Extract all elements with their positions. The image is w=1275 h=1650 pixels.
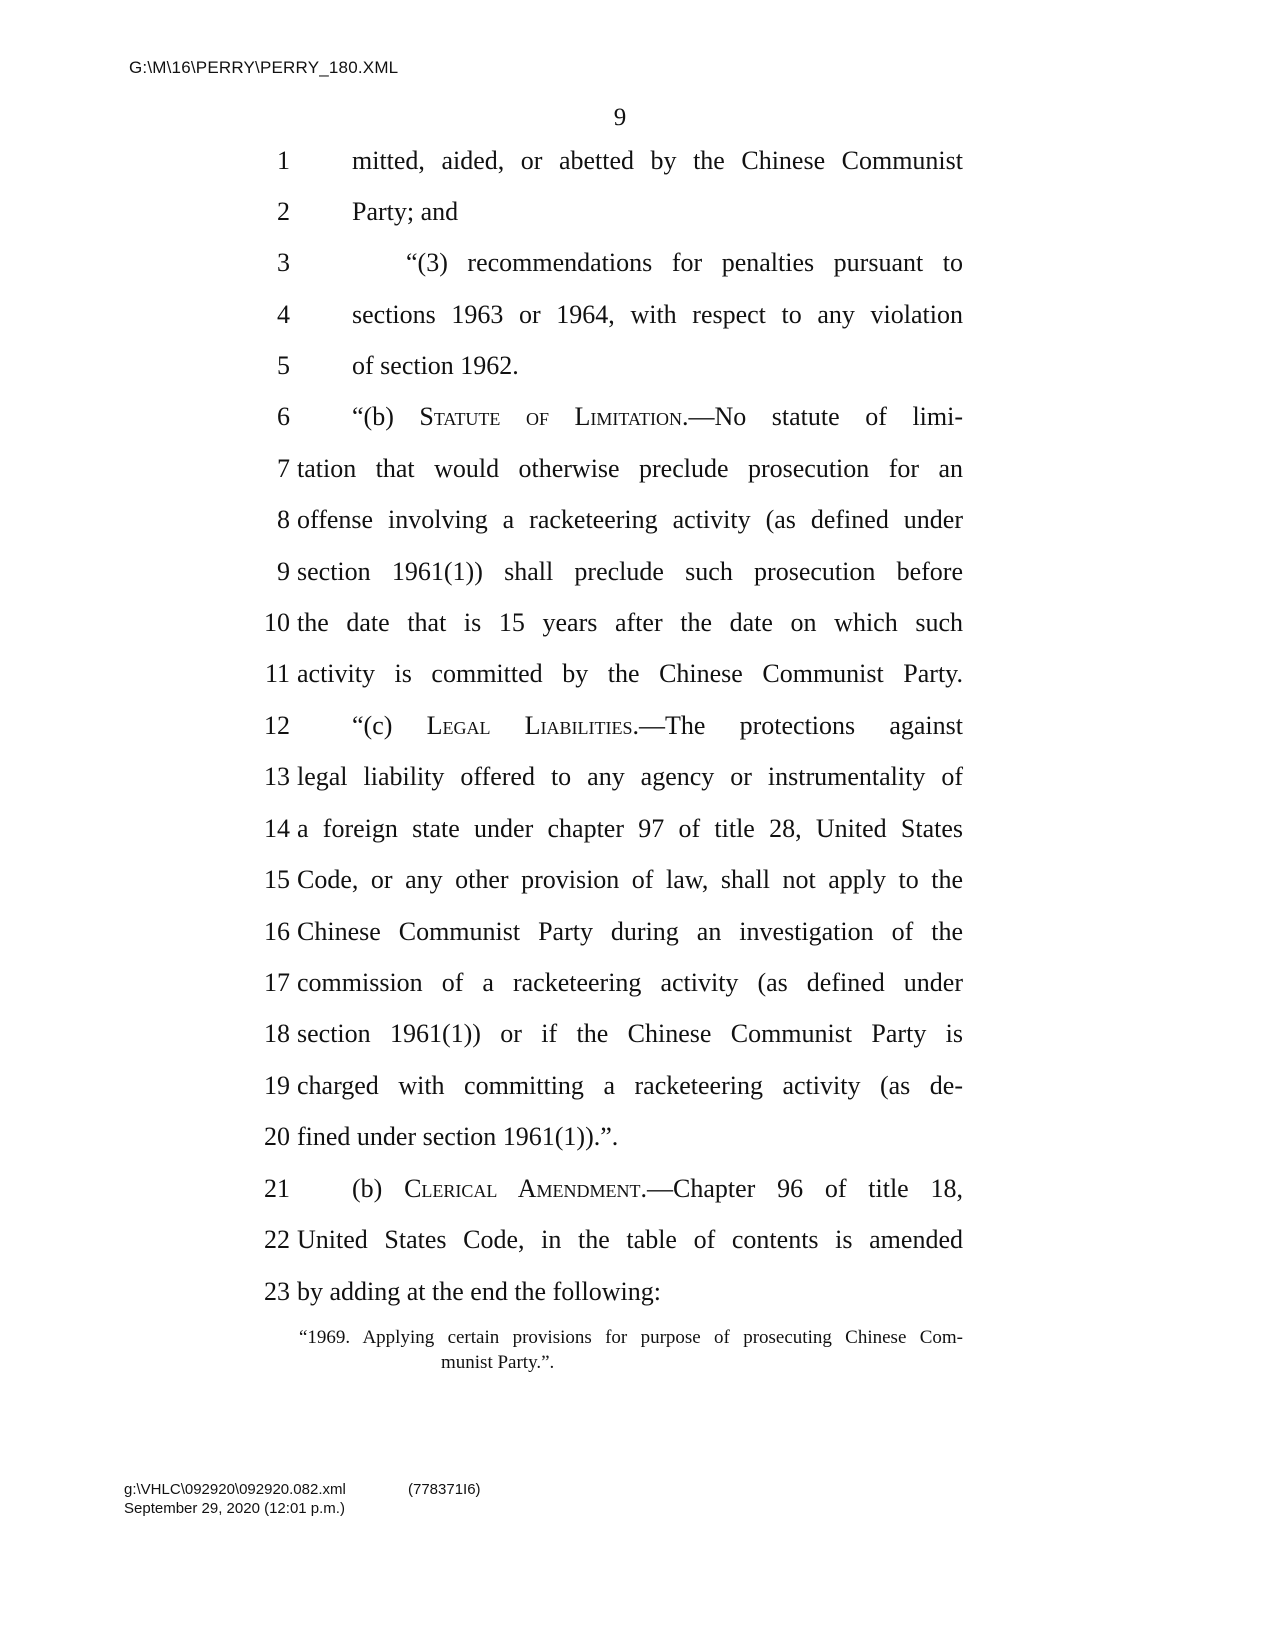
footer-doc-id: (778371I6) <box>408 1481 481 1498</box>
line-text: Party; and <box>352 197 459 226</box>
text-line <box>0 248 1275 288</box>
line-number: 13 <box>264 762 290 791</box>
text-line <box>0 402 1275 442</box>
line-number: 23 <box>264 1277 290 1306</box>
subsection-marker: “(c) <box>352 711 427 740</box>
line-text: the date that is 15 years after the date on which such <box>297 608 963 637</box>
footer-date: September 29, 2020 (12:01 p.m.) <box>124 1500 345 1517</box>
subsection-marker: (b) <box>352 1174 405 1203</box>
line-text: tation that would otherwise preclude prosecution for an <box>297 454 963 483</box>
page-number: 9 <box>613 104 627 131</box>
text-line <box>0 1071 1275 1111</box>
text-line <box>0 814 1275 854</box>
text-line <box>0 1225 1275 1265</box>
text-line <box>0 968 1275 1008</box>
subsection-heading: Clerical Amendment <box>404 1174 641 1203</box>
header-file-path: G:\M\16\PERRY\PERRY_180.XML <box>129 58 399 77</box>
line-number: 3 <box>277 248 290 277</box>
line-text: of section 1962. <box>352 351 519 380</box>
line-text: section 1961(1)) shall preclude such prosecution before <box>297 557 963 586</box>
line-number: 9 <box>277 557 290 586</box>
line-text: by adding at the end the following: <box>297 1277 661 1306</box>
line-text <box>352 711 963 741</box>
line-text: “(3) recommendations for penalties pursuant to <box>406 248 963 277</box>
line-text: Chinese Communist Party during an investigation of the <box>297 917 963 946</box>
text-line <box>0 505 1275 545</box>
line-text: legal liability offered to any agency or instrumentality of <box>297 762 963 791</box>
line-number: 20 <box>264 1122 290 1151</box>
line-number: 8 <box>277 505 290 534</box>
line-text <box>352 402 963 432</box>
subsection-marker: “(b) <box>352 402 420 431</box>
footer-file-path: g:\VHLC\092920\092920.082.xml <box>124 1481 346 1498</box>
subsection-heading: Legal Liabilities <box>426 711 633 740</box>
text-line <box>0 146 1275 186</box>
text-line <box>0 711 1275 751</box>
line-number: 17 <box>264 968 290 997</box>
line-number: 1 <box>277 146 290 175</box>
text-line <box>0 197 1275 237</box>
line-number: 6 <box>277 402 290 431</box>
line-text: mitted, aided, or abetted by the Chinese Communist <box>352 146 963 175</box>
line-text: activity is committed by the Chinese Communist Party. <box>297 659 963 688</box>
text-line <box>0 917 1275 957</box>
text-line <box>0 454 1275 494</box>
line-text: Code, or any other provision of law, shall not apply to the <box>297 865 963 894</box>
subsection-text: .—Chapter 96 of title 18, <box>640 1174 963 1203</box>
line-text: a foreign state under chapter 97 of title 28, United States <box>297 814 963 843</box>
text-line <box>0 1122 1275 1162</box>
text-line <box>0 865 1275 905</box>
line-number: 11 <box>264 659 290 688</box>
text-line <box>0 659 1275 699</box>
text-line <box>0 300 1275 340</box>
line-number: 2 <box>277 197 290 226</box>
line-text: offense involving a racketeering activity (as defined under <box>297 505 963 534</box>
line-number: 4 <box>277 300 290 329</box>
line-text: commission of a racketeering activity (as defined under <box>297 968 963 997</box>
line-number: 10 <box>264 608 290 637</box>
text-line <box>0 762 1275 802</box>
text-line <box>0 1174 1275 1214</box>
line-number: 7 <box>277 454 290 483</box>
text-line <box>0 608 1275 648</box>
line-text: charged with committing a racketeering activity (as de- <box>297 1071 963 1100</box>
line-number: 21 <box>264 1174 290 1203</box>
line-text <box>352 1174 963 1204</box>
line-number: 5 <box>277 351 290 380</box>
line-text: sections 1963 or 1964, with respect to any violation <box>352 300 963 329</box>
line-number: 22 <box>264 1225 290 1254</box>
line-number: 16 <box>264 917 290 946</box>
text-line <box>0 557 1275 597</box>
toc-entry-line-1: “1969. Applying certain provisions for purpose of prosecuting Chinese Com- <box>299 1327 963 1348</box>
line-number: 18 <box>264 1019 290 1048</box>
text-line <box>0 1277 1275 1317</box>
text-line <box>0 1019 1275 1059</box>
subsection-heading: Statute of Limitation <box>419 402 682 431</box>
line-text: section 1961(1)) or if the Chinese Communist Party is <box>297 1019 963 1048</box>
text-line <box>0 351 1275 391</box>
line-number: 15 <box>264 865 290 894</box>
line-text: United States Code, in the table of contents is amended <box>297 1225 963 1254</box>
line-text: fined under section 1961(1)).”. <box>297 1122 619 1151</box>
subsection-text: .—The protections against <box>632 711 963 740</box>
line-number: 19 <box>264 1071 290 1100</box>
line-number: 14 <box>264 814 290 843</box>
toc-entry-line-2: munist Party.”. <box>441 1352 555 1373</box>
subsection-text: .—No statute of limi- <box>681 402 963 431</box>
line-number: 12 <box>264 711 290 740</box>
